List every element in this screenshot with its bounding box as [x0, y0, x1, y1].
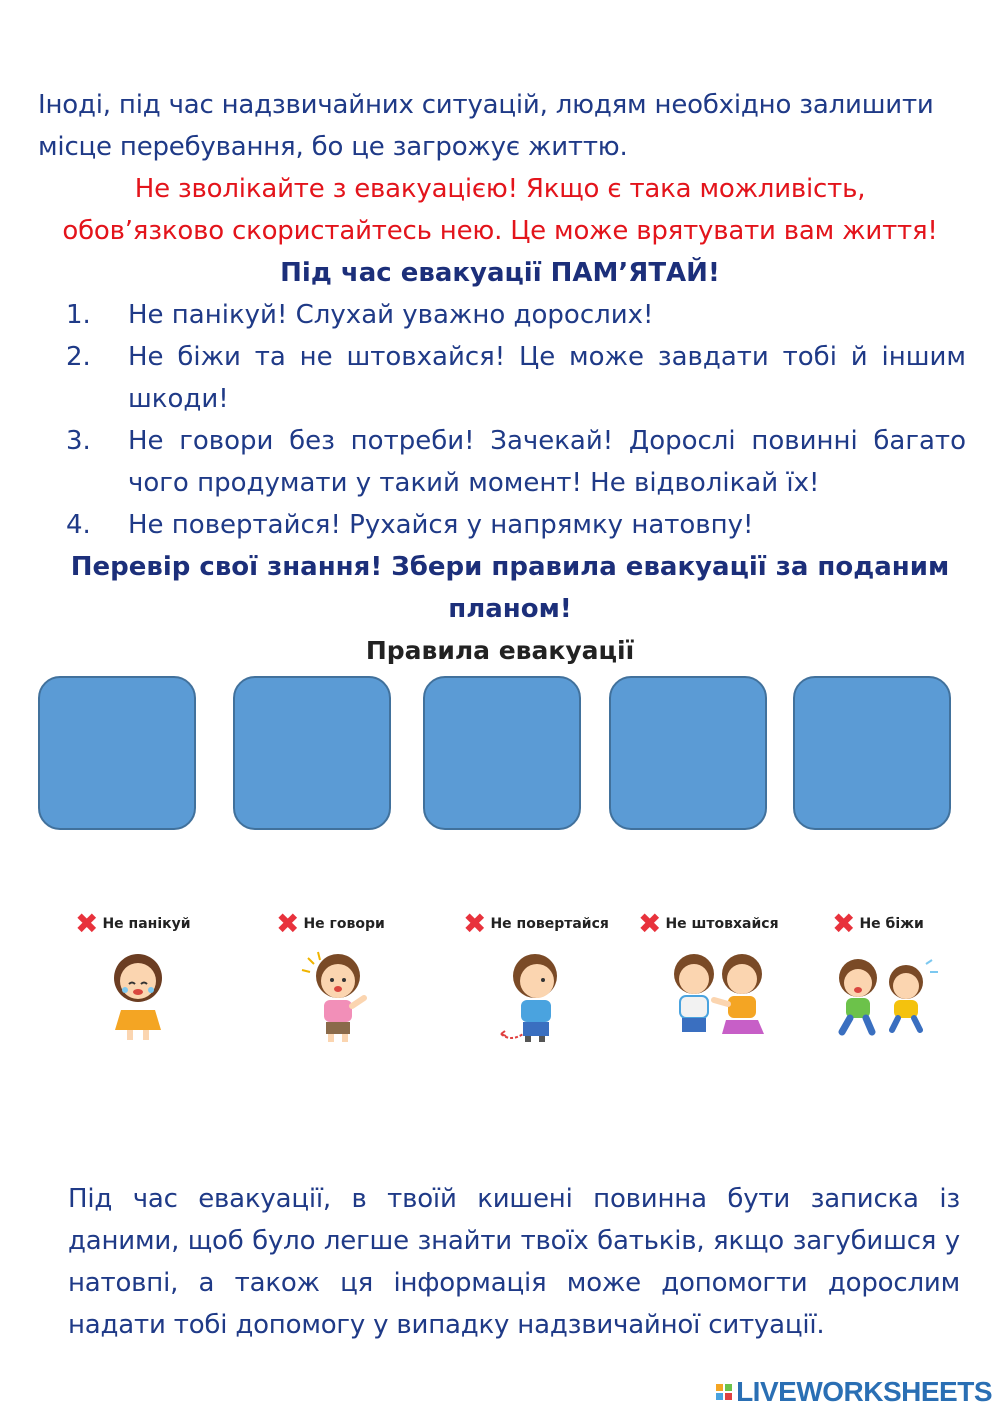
drop-slot-1[interactable]	[38, 676, 196, 830]
card-label: Не повертайся	[490, 916, 609, 932]
drop-slot-2[interactable]	[233, 676, 391, 830]
card-label: Не біжи	[859, 916, 924, 932]
intro-paragraph: Іноді, під час надзвичайних ситуацій, людям необхідно залишити місце перебування, бо це загрожує життю.	[38, 90, 934, 162]
liveworksheets-logo	[716, 1376, 992, 1408]
talking-child-icon	[298, 948, 378, 1044]
list-item	[66, 336, 966, 420]
warning-text	[20, 168, 980, 252]
drop-slot-5[interactable]	[793, 676, 951, 830]
drop-slot-4[interactable]	[609, 676, 767, 830]
turning-child-icon	[493, 948, 573, 1044]
drop-slot-3[interactable]	[423, 676, 581, 830]
list-item	[66, 420, 966, 504]
remember-heading: Під час евакуації ПАМ’ЯТАЙ!	[280, 258, 720, 288]
rule-number: 4.	[66, 510, 91, 540]
pushing-children-icon	[656, 948, 786, 1044]
warning-line-2: обов’язково скористайтесь нею. Це може врятувати вам життя!	[62, 216, 938, 246]
rule-text: Не панікуй! Слухай уважно дорослих!	[128, 300, 654, 330]
rule-text: Не біжи та не штовхайся! Це може завдати тобі й іншим шкоди!	[128, 342, 966, 414]
draggable-card-push[interactable]	[638, 907, 798, 1052]
cross-icon: ✖	[463, 907, 487, 940]
bottom-paragraph: Під час евакуації, в твоїй кишені повинна бути записка із даними, щоб було легше знайти твоїх батьків, якщо загубишся у натовпі, а також ця інформація може допомогти дорослим надати тобі допомогу у випадку надзвичайної ситуації.	[68, 1184, 960, 1340]
cross-icon: ✖	[638, 907, 662, 940]
warning-line-1: Не зволікайте з евакуацією! Якщо є така можливість,	[134, 174, 866, 204]
draggable-card-run[interactable]	[832, 907, 992, 1052]
card-label: Не говори	[303, 916, 385, 932]
card-label: Не панікуй	[102, 916, 191, 932]
rule-number: 2.	[66, 342, 91, 372]
draggable-card-panic[interactable]	[75, 907, 235, 1052]
cross-icon: ✖	[75, 907, 99, 940]
rule-text: Не повертайся! Рухайся у напрямку натовпу!	[128, 510, 754, 540]
list-item	[66, 504, 966, 546]
card-label: Не штовхайся	[665, 916, 779, 932]
rule-number: 3.	[66, 426, 91, 456]
rule-number: 1.	[66, 300, 91, 330]
footer-brand: LIVEWORKSHEETS	[736, 1376, 992, 1407]
draggable-card-talk[interactable]	[276, 907, 436, 1052]
running-children-icon	[826, 952, 946, 1048]
plan-title: Правила евакуації	[365, 636, 635, 665]
cross-icon: ✖	[276, 907, 300, 940]
draggable-card-turn[interactable]	[463, 907, 623, 1052]
rule-text: Не говори без потреби! Зачекай! Дорослі повинні багато чого продумати у такий момент! Не відволікай їх!	[128, 426, 966, 498]
cross-icon: ✖	[832, 907, 856, 940]
logo-icon	[716, 1384, 732, 1400]
crying-child-icon	[103, 950, 173, 1042]
list-item	[66, 294, 966, 336]
rules-list	[66, 294, 966, 546]
check-heading: Перевір свої знання! Збери правила евакуації за поданим планом!	[70, 552, 950, 624]
